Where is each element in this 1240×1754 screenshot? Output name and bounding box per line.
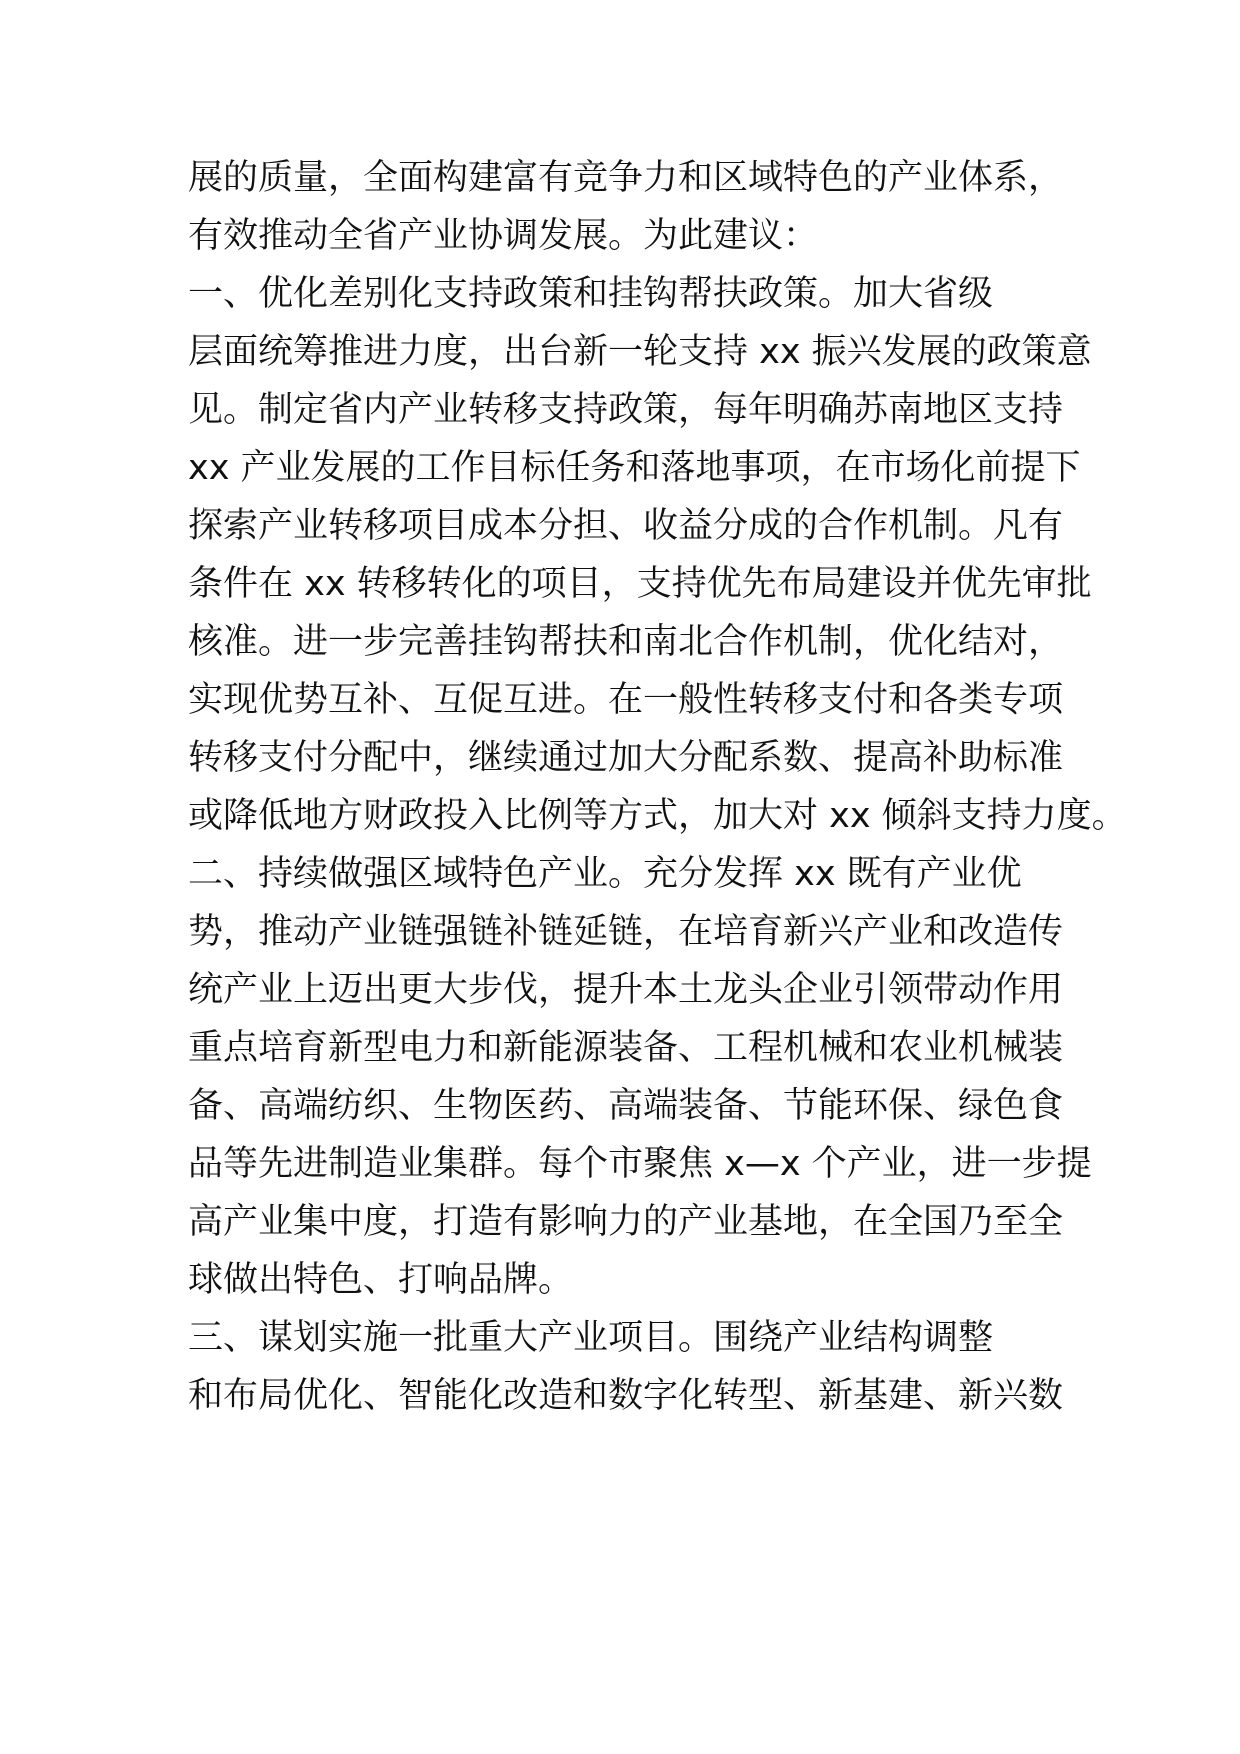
text-line: 有效推动全省产业协调发展。为此建议： bbox=[188, 216, 819, 256]
text-line: 或降低地方财政投入比例等方式，加大对 xx 倾斜支持力度。 bbox=[188, 796, 1127, 836]
text-line: 核准。进一步完善挂钩帮扶和南北合作机制，优化结对， bbox=[188, 622, 1064, 662]
text-line: 二、持续做强区域特色产业。充分发挥 xx 既有产业优 bbox=[188, 854, 1022, 894]
text-line: 条件在 xx 转移转化的项目，支持优先布局建设并优先审批 bbox=[188, 564, 1092, 604]
text-line: 实现优势互补、互促互进。在一般性转移支付和各类专项 bbox=[188, 680, 1064, 720]
text-line: 高产业集中度，打造有影响力的产业基地，在全国乃至全 bbox=[188, 1202, 1064, 1242]
text-line: 统产业上迈出更大步伐，提升本土龙头企业引领带动作用 bbox=[188, 970, 1064, 1010]
text-line: 和布局优化、智能化改造和数字化转型、新基建、新兴数 bbox=[188, 1376, 1064, 1416]
text-line: 品等先进制造业集群。每个市聚焦 x—x 个产业，进一步提 bbox=[188, 1144, 1092, 1184]
text-line: 重点培育新型电力和新能源装备、工程机械和农业机械装 bbox=[188, 1028, 1064, 1068]
text-line: 三、谋划实施一批重大产业项目。围绕产业结构调整 bbox=[188, 1318, 994, 1358]
text-line: 势，推动产业链强链补链延链，在培育新兴产业和改造传 bbox=[188, 912, 1064, 952]
text-line: 一、优化差别化支持政策和挂钩帮扶政策。加大省级 bbox=[188, 274, 994, 314]
text-line: 探索产业转移项目成本分担、收益分成的合作机制。凡有 bbox=[188, 506, 1064, 546]
text-line: 层面统筹推进力度，出台新一轮支持 xx 振兴发展的政策意 bbox=[188, 332, 1092, 372]
text-line: 球做出特色、打响品牌。 bbox=[188, 1260, 574, 1300]
text-line: 展的质量，全面构建富有竞争力和区域特色的产业体系， bbox=[188, 158, 1064, 198]
text-line: 转移支付分配中，继续通过加大分配系数、提高补助标准 bbox=[188, 738, 1064, 778]
text-line: 见。制定省内产业转移支持政策，每年明确苏南地区支持 bbox=[188, 390, 1064, 430]
text-line: 备、高端纺织、生物医药、高端装备、节能环保、绿色食 bbox=[188, 1086, 1064, 1126]
text-line: xx 产业发展的工作目标任务和落地事项，在市场化前提下 bbox=[188, 448, 1081, 488]
